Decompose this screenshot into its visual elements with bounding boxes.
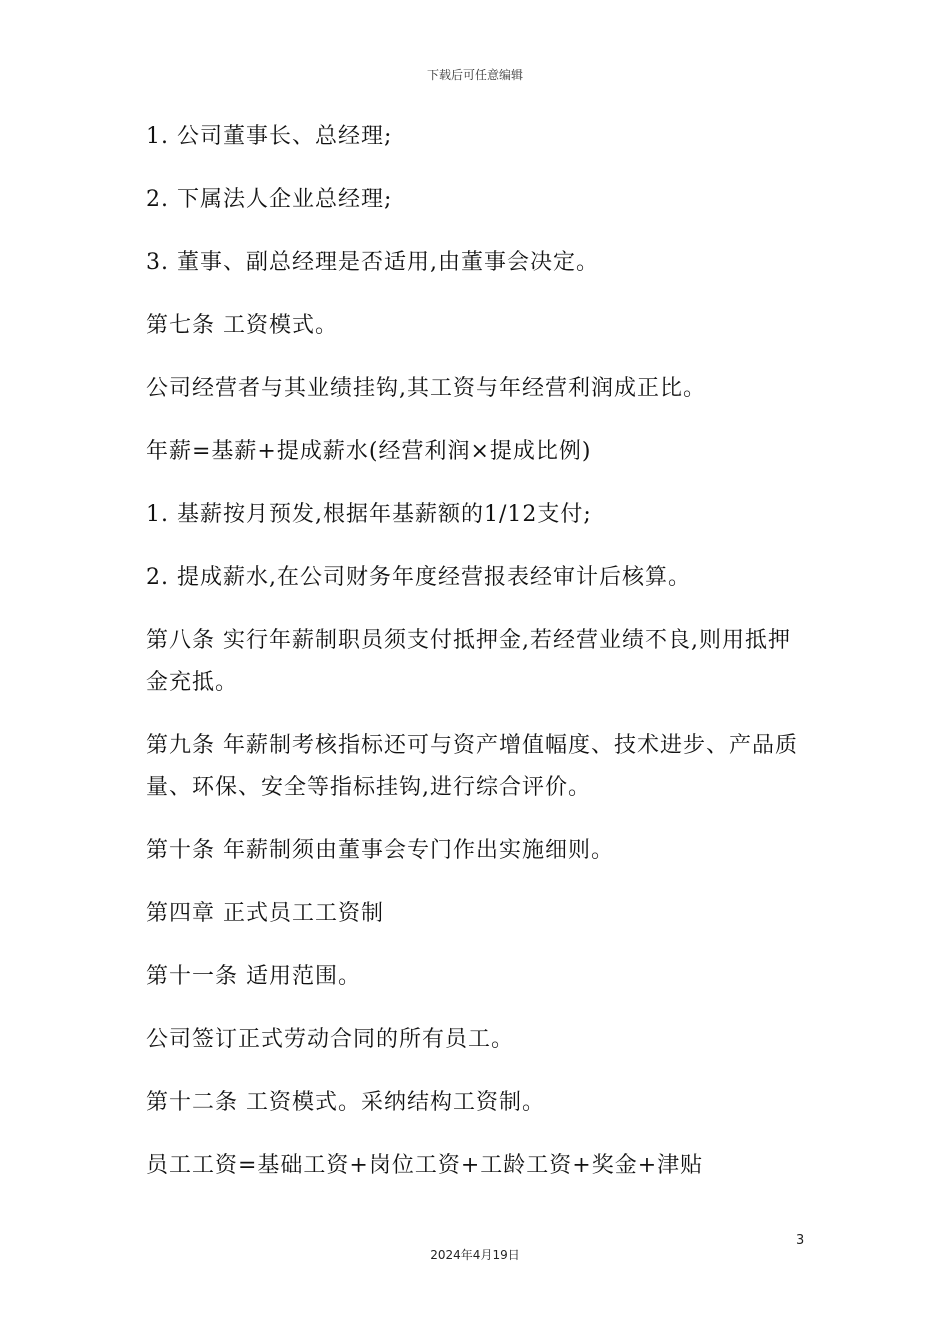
paragraph: 公司经营者与其业绩挂钩,其工资与年经营利润成正比。: [146, 376, 706, 401]
paragraph: 2. 下属法人企业总经理;: [146, 187, 393, 212]
paragraph: 第十二条 工资模式。采纳结构工资制。: [146, 1090, 545, 1115]
footer-date: 2024年4月19日: [430, 1248, 520, 1262]
paragraph: 公司签订正式劳动合同的所有员工。: [146, 1027, 515, 1052]
page-number: 3: [796, 1233, 805, 1248]
page-header: 下载后可任意编辑: [426, 68, 523, 82]
paragraph: 年薪=基薪+提成薪水(经营利润×提成比例): [146, 439, 592, 464]
paragraph: 第九条 年薪制考核指标还可与资产增值幅度、技术进步、产品质量、环保、安全等指标挂钩,进行综合评价。: [146, 733, 798, 800]
paragraph: 员工工资=基础工资+岗位工资+工龄工资+奖金+津贴: [146, 1153, 704, 1178]
document-body: [146, 116, 806, 1208]
chapter-heading: 第四章 正式员工工资制: [146, 901, 384, 926]
paragraph: 1. 公司董事长、总经理;: [146, 124, 393, 149]
paragraph: 第十一条 适用范围。: [146, 964, 361, 989]
paragraph: 2. 提成薪水,在公司财务年度经营报表经审计后核算。: [146, 565, 691, 590]
paragraph: 第十条 年薪制须由董事会专门作出实施细则。: [146, 838, 614, 863]
paragraph: 1. 基薪按月预发,根据年基薪额的1/12支付;: [146, 502, 592, 527]
paragraph: 第七条 工资模式。: [146, 313, 338, 338]
paragraph: 3. 董事、副总经理是否适用,由董事会决定。: [146, 250, 599, 275]
paragraph: 第八条 实行年薪制职员须支付抵押金,若经营业绩不良,则用抵押金充抵。: [146, 628, 791, 695]
